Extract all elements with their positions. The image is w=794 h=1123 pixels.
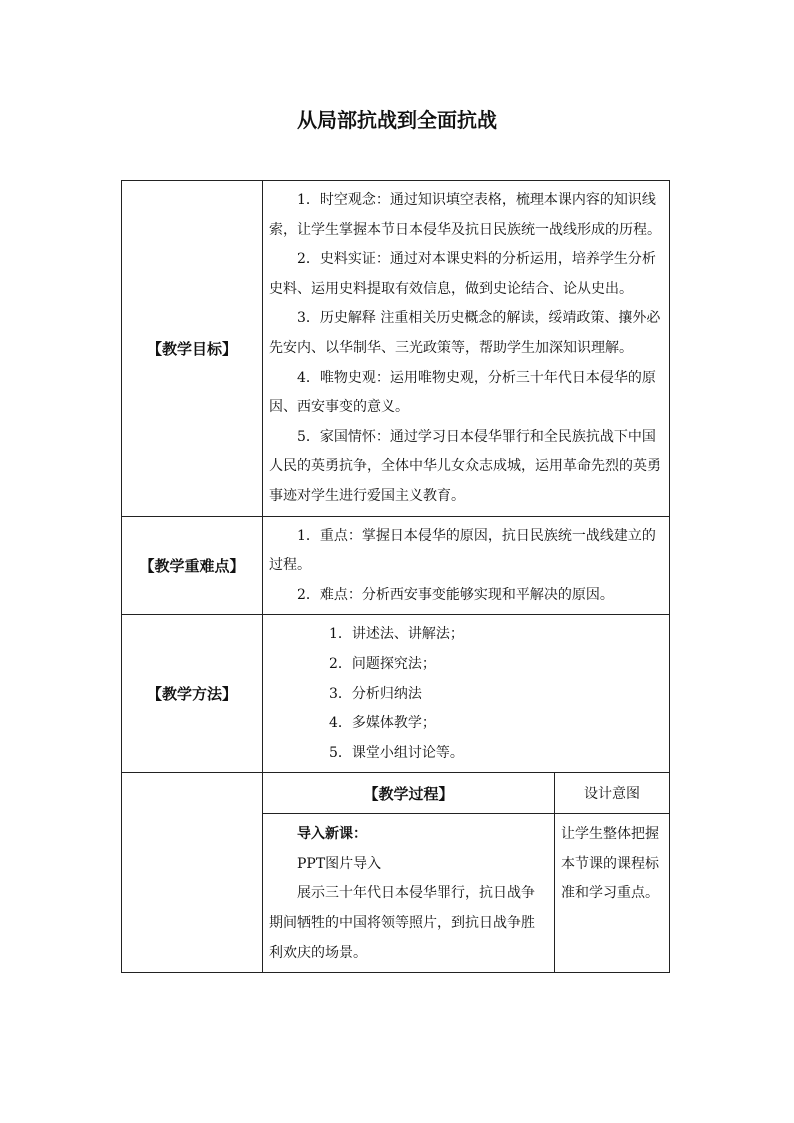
key-point-item: 2．难点：分析西安事变能够实现和平解决的原因。 <box>297 586 614 603</box>
objectives-content <box>263 181 670 517</box>
key-point-item: 1．重点：掌握日本侵华的原因，抗日民族统一战线建立的过程。 <box>269 527 656 574</box>
methods-label: 【教学方法】 <box>122 615 263 773</box>
objective-item: 1．时空观念：通过知识填空表格，梳理本课内容的知识线索，让学生掌握本节日本侵华及抗日民族统一战线形成的历程。 <box>269 192 661 238</box>
objective-item: 3．历史解释 注重相关历史概念的解读，绥靖政策、攘外必先安内、以华制华、三光政策等，帮助学生加深知识理解。 <box>269 310 661 356</box>
method-item: 3．分析归纳法 <box>329 685 422 702</box>
process-left-blank <box>122 773 263 973</box>
key-points-content <box>263 516 670 615</box>
key-points-label: 【教学重难点】 <box>122 516 263 615</box>
process-header-row <box>122 773 670 814</box>
method-item: 5．课堂小组讨论等。 <box>329 744 464 761</box>
design-content: 让学生整体把握本节课的课程标准和学习重点。 <box>555 814 670 973</box>
lesson-plan-table <box>121 180 670 973</box>
methods-content <box>263 615 670 773</box>
objectives-label: 【教学目标】 <box>122 181 263 517</box>
method-item: 2．问题探究法； <box>329 655 436 672</box>
process-content <box>263 814 555 973</box>
objective-item: 2．史料实证：通过对本课史料的分析运用，培养学生分析史料、运用史料提取有效信息，做到史论结合、论从史出。 <box>269 251 656 297</box>
objective-item: 4．唯物史观：运用唯物史观，分析三十年代日本侵华的原因、西安事变的意义。 <box>269 369 656 416</box>
process-header: 【教学过程】 <box>263 773 555 814</box>
objective-item: 5．家国情怀：通过学习日本侵华罪行和全民族抗战下中国人民的英勇抗争，全体中华儿女众志成城，运用革命先烈的英勇事迹对学生进行爱国主义教育。 <box>269 428 661 504</box>
method-item: 4．多媒体教学； <box>329 715 436 732</box>
intro-title: 导入新课： <box>297 826 367 843</box>
method-item: 1．讲述法、讲解法； <box>329 626 464 643</box>
key-points-row <box>122 516 670 615</box>
page-title: 从局部抗战到全面抗战 <box>297 108 497 132</box>
methods-row <box>122 615 670 773</box>
objectives-row <box>122 181 670 517</box>
intro-line: 展示三十年代日本侵华罪行，抗日战争期间牺牲的中国将领等照片，到抗日战争胜利欢庆的场景。 <box>269 885 535 961</box>
intro-line: PPT图片导入 <box>297 855 382 872</box>
design-header: 设计意图 <box>555 773 670 814</box>
